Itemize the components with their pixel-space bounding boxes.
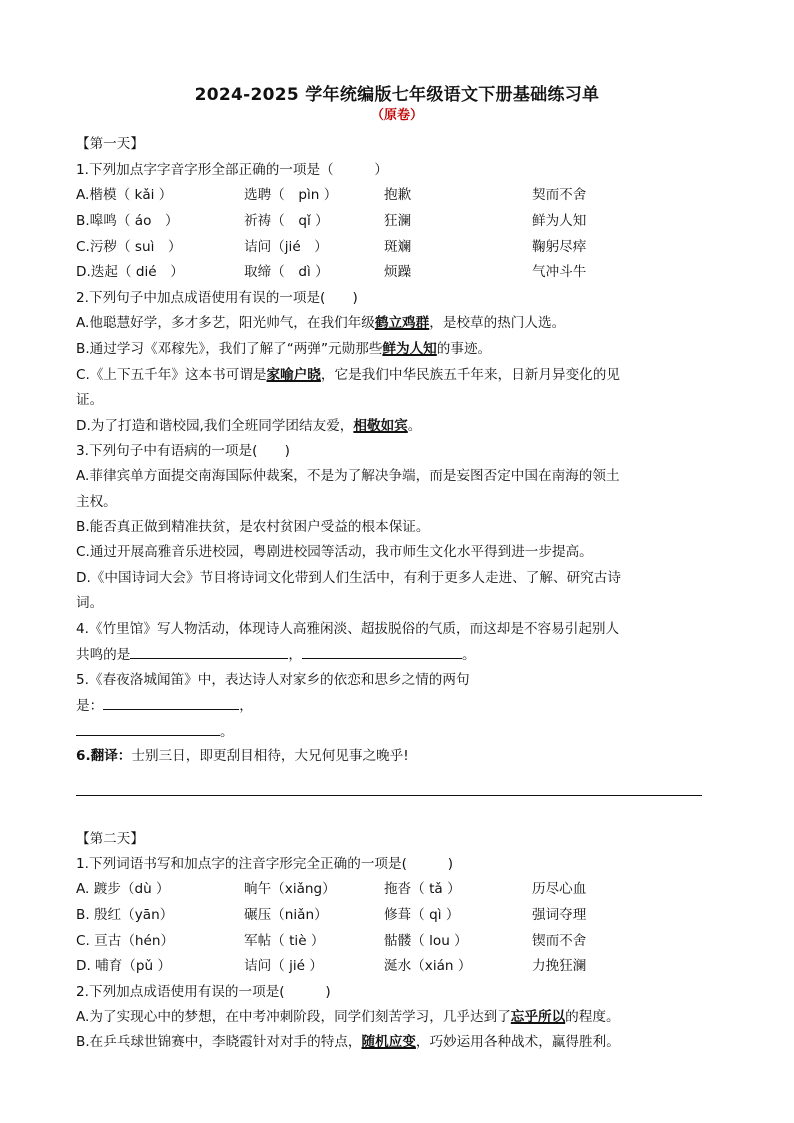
day1-q2-option-d <box>76 416 421 436</box>
cell: 拖沓（ tǎ ） <box>384 881 461 897</box>
day1-q4-answer-line <box>76 644 476 665</box>
day1-q2-stem: 2.下列句子中加点成语使用有误的一项是( ) <box>76 290 358 306</box>
cell: 涎水（xián ） <box>384 958 472 974</box>
answer-blank-2[interactable] <box>76 721 220 736</box>
cell: A.楷模（ kǎi ） <box>76 187 173 203</box>
text: ， <box>239 698 253 714</box>
text: 。 <box>461 647 476 663</box>
answer-line[interactable] <box>76 795 702 796</box>
day2-q1-stem: 1.下列词语书写和加点字的注音字形完全正确的一项是( ) <box>76 856 454 872</box>
text: 的事迹。 <box>436 341 492 357</box>
day2-q1-option-a <box>76 879 586 899</box>
cell: A. 踱步（dù ） <box>76 881 170 897</box>
day2-q2-option-b <box>76 1032 620 1052</box>
cell: 契而不舍 <box>532 187 587 203</box>
day1-q1-option-d <box>76 262 586 282</box>
day1-q3-option-d: D.《中国诗词大会》节目将诗词文化带到人们生活中，有利于更多人走进、了解、研究古诗 <box>76 570 621 586</box>
day1-q5-answer-line-2 <box>76 721 234 742</box>
cell: 晌午（xiǎng） <box>244 881 336 897</box>
day1-q3-option-a: A.菲律宾单方面提交南海国际仲裁案，不是为了解决争端，而是妄图否定中国在南海的领土 <box>76 468 620 484</box>
cell: 取缔（ dì ） <box>244 264 329 280</box>
cell: 祈祷（ qǐ ） <box>244 213 329 229</box>
day1-q1-option-b <box>76 211 586 231</box>
cell: C.污秽（ suì ） <box>76 239 182 255</box>
cell: 鲜为人知 <box>532 213 587 229</box>
day1-q3-stem: 3.下列句子中有语病的一项是( ) <box>76 443 290 459</box>
day1-q2-option-c-cont: 证。 <box>76 392 104 408</box>
text: A.为了实现心中的梦想，在中考冲刺阶段，同学们刻苦学习，几乎达到了 <box>76 1009 511 1025</box>
text: 6.翻译： <box>76 748 132 764</box>
cell: 历尽心血 <box>532 881 587 897</box>
cell: 力挽狂澜 <box>532 958 587 974</box>
cell: 鞠躬尽瘁 <box>532 239 587 255</box>
cell: 诘问（ jié ） <box>244 958 323 974</box>
answer-blank-1[interactable] <box>103 695 239 710</box>
cell: 抱歉 <box>384 187 412 203</box>
text: ，是校草的热门人选。 <box>429 315 566 331</box>
idiom: 忘乎所以 <box>510 1009 566 1025</box>
day2-q1-option-b <box>76 905 586 925</box>
cell: 骷髅（ lou ） <box>384 933 468 949</box>
answer-blank-2[interactable] <box>302 644 462 659</box>
day1-q2-option-b <box>76 339 491 359</box>
text: 士别三日，即更刮目相待，大兄何见事之晚乎! <box>131 748 409 764</box>
text: B.通过学习《邓稼先》，我们了解了“两弹”元勋那些 <box>76 341 383 357</box>
text: 。 <box>407 418 422 434</box>
idiom: 家喻户晓 <box>266 367 321 383</box>
cell: 狂澜 <box>384 213 412 229</box>
cell: D.迭起（ dié ） <box>76 264 184 280</box>
cell: 军帖（ tiè ） <box>244 933 325 949</box>
cell: B.嗥鸣（ áo ） <box>76 213 179 229</box>
cell: B. 殷红（yān） <box>76 907 174 923</box>
text: 。 <box>220 724 234 740</box>
day1-q3-option-b: B.能否真正做到精准扶贫，是农村贫困户受益的根本保证。 <box>76 519 430 535</box>
day1-q5-stem: 5.《春夜洛城闻笛》中，表达诗人对家乡的依恋和思乡之情的两句 <box>76 672 470 688</box>
day1-q6 <box>76 746 409 766</box>
idiom: 鲜为人知 <box>382 341 437 357</box>
cell: 气冲斗牛 <box>532 264 587 280</box>
text: ，它是我们中华民族五千年来，日新月异变化的见 <box>320 367 620 383</box>
text: ，巧妙运用各种战术，赢得胜利。 <box>415 1034 620 1050</box>
day1-q1-option-a <box>76 185 586 205</box>
cell: 锲而不舍 <box>532 933 587 949</box>
day1-q3-option-c: C.通过开展高雅音乐进校园，粤剧进校园等活动，我市师生文化水平得到进一步提高。 <box>76 544 593 560</box>
day2-q1-option-d <box>76 956 586 976</box>
page-title: 2024-2025 学年统编版七年级语文下册基础练习单 <box>194 85 600 105</box>
cell: 斑斓 <box>384 239 412 255</box>
day1-q3-option-a-cont: 主权。 <box>76 494 117 510</box>
text: D.为了打造和谐校园,我们全班同学团结友爱， <box>76 418 354 434</box>
day1-q4-stem <box>76 619 619 639</box>
cell: 修葺（ qì ） <box>384 907 460 923</box>
day1-q3-option-d-cont: 词。 <box>76 595 104 611</box>
cell: 诘问（jié ） <box>244 239 328 255</box>
text: 4.《竹里馆》写人物活动，体现诗人高雅闲淡、超拔脱俗的气质，而这却是不容易引起别人 <box>76 621 620 637</box>
text: A.他聪慧好学，多才多艺，阳光帅气，在我们年级 <box>76 315 375 331</box>
day1-q1-stem: 1.下列加点字字音字形全部正确的一项是（ ） <box>76 162 389 178</box>
day2-q2-option-a <box>76 1007 620 1027</box>
cell: 烦躁 <box>384 264 412 280</box>
idiom: 相敬如宾 <box>353 418 408 434</box>
text: C.《上下五千年》这本书可谓是 <box>76 367 267 383</box>
day2-heading: 【第二天】 <box>76 831 144 847</box>
cell: 强词夺理 <box>532 907 587 923</box>
text: 是： <box>76 698 104 714</box>
idiom: 鹤立鸡群 <box>374 315 430 331</box>
cell: D. 哺育（pǔ ） <box>76 958 172 974</box>
idiom: 随机应变 <box>361 1034 416 1050</box>
answer-blank-1[interactable] <box>130 644 288 659</box>
text: 的程度。 <box>565 1009 620 1025</box>
day2-q2-stem: 2.下列加点成语使用有误的一项是( ) <box>76 984 331 1000</box>
page-subtitle: （原卷） <box>370 108 423 123</box>
cell: 选聘（ pìn ） <box>244 187 338 203</box>
day1-heading: 【第一天】 <box>76 136 144 152</box>
text: ， <box>288 647 302 663</box>
day1-q1-option-c <box>76 237 586 257</box>
text: 共鸣的是 <box>76 647 131 663</box>
cell: 碾压（niǎn） <box>244 907 328 923</box>
day2-q1-option-c <box>76 931 586 951</box>
day1-q2-option-a <box>76 313 565 333</box>
text: B.在乒乓球世锦赛中，李晓霞针对对手的特点， <box>76 1034 362 1050</box>
cell: C. 亘古（hén） <box>76 933 175 949</box>
day1-q2-option-c <box>76 365 620 385</box>
day1-q5-answer-line <box>76 695 253 716</box>
